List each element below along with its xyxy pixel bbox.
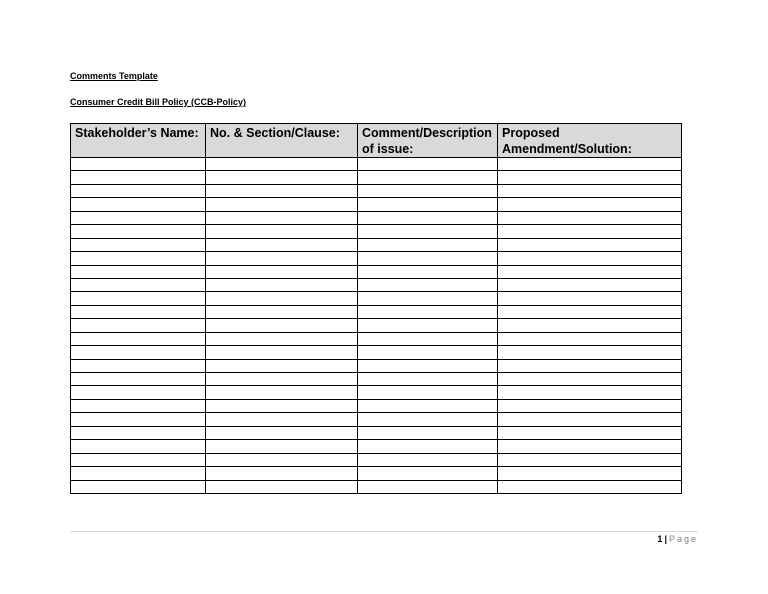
cell-section-clause[interactable] (206, 319, 358, 332)
cell-proposed-amendment[interactable] (498, 211, 682, 224)
cell-comment-description[interactable] (358, 278, 498, 291)
table-row (71, 359, 682, 372)
cell-stakeholder-name[interactable] (71, 184, 206, 197)
cell-stakeholder-name[interactable] (71, 426, 206, 439)
cell-stakeholder-name[interactable] (71, 278, 206, 291)
cell-section-clause[interactable] (206, 211, 358, 224)
cell-proposed-amendment[interactable] (498, 225, 682, 238)
table-body (71, 158, 682, 494)
cell-section-clause[interactable] (206, 332, 358, 345)
document-title: Comments Template (70, 71, 158, 81)
cell-section-clause[interactable] (206, 373, 358, 386)
cell-section-clause[interactable] (206, 413, 358, 426)
cell-section-clause[interactable] (206, 184, 358, 197)
cell-proposed-amendment[interactable] (498, 413, 682, 426)
cell-comment-description[interactable] (358, 332, 498, 345)
cell-stakeholder-name[interactable] (71, 440, 206, 453)
cell-stakeholder-name[interactable] (71, 359, 206, 372)
table-row (71, 373, 682, 386)
cell-section-clause[interactable] (206, 480, 358, 493)
cell-proposed-amendment[interactable] (498, 171, 682, 184)
table-row (71, 305, 682, 318)
page-footer (657, 534, 698, 545)
table-row (71, 252, 682, 265)
cell-comment-description[interactable] (358, 440, 498, 453)
table-row (71, 278, 682, 291)
cell-proposed-amendment[interactable] (498, 426, 682, 439)
table-row (71, 198, 682, 211)
table-row (71, 413, 682, 426)
cell-comment-description[interactable] (358, 453, 498, 466)
cell-proposed-amendment[interactable] (498, 386, 682, 399)
cell-stakeholder-name[interactable] (71, 453, 206, 466)
cell-stakeholder-name[interactable] (71, 386, 206, 399)
table-row (71, 386, 682, 399)
cell-proposed-amendment[interactable] (498, 359, 682, 372)
table-row (71, 211, 682, 224)
cell-proposed-amendment[interactable] (498, 278, 682, 291)
cell-section-clause[interactable] (206, 198, 358, 211)
cell-section-clause[interactable] (206, 399, 358, 412)
cell-proposed-amendment[interactable] (498, 332, 682, 345)
cell-section-clause[interactable] (206, 158, 358, 171)
cell-proposed-amendment[interactable] (498, 467, 682, 480)
footer-separator: | (664, 534, 667, 544)
table-row (71, 184, 682, 197)
comments-table (70, 123, 682, 494)
cell-comment-description[interactable] (358, 265, 498, 278)
cell-section-clause[interactable] (206, 225, 358, 238)
cell-proposed-amendment[interactable] (498, 319, 682, 332)
cell-proposed-amendment[interactable] (498, 184, 682, 197)
cell-comment-description[interactable] (358, 480, 498, 493)
cell-proposed-amendment[interactable] (498, 305, 682, 318)
cell-comment-description[interactable] (358, 305, 498, 318)
cell-stakeholder-name[interactable] (71, 373, 206, 386)
header-section-clause: No. & Section/Clause: (206, 124, 358, 158)
cell-stakeholder-name[interactable] (71, 305, 206, 318)
cell-stakeholder-name[interactable] (71, 346, 206, 359)
cell-section-clause[interactable] (206, 467, 358, 480)
cell-comment-description[interactable] (358, 386, 498, 399)
table-row (71, 346, 682, 359)
cell-stakeholder-name[interactable] (71, 198, 206, 211)
cell-proposed-amendment[interactable] (498, 373, 682, 386)
cell-comment-description[interactable] (358, 225, 498, 238)
cell-section-clause[interactable] (206, 426, 358, 439)
cell-section-clause[interactable] (206, 305, 358, 318)
cell-comment-description[interactable] (358, 158, 498, 171)
table-row (71, 440, 682, 453)
cell-section-clause[interactable] (206, 386, 358, 399)
cell-stakeholder-name[interactable] (71, 399, 206, 412)
cell-comment-description[interactable] (358, 373, 498, 386)
table-header-row (71, 124, 682, 158)
cell-stakeholder-name[interactable] (71, 171, 206, 184)
cell-section-clause[interactable] (206, 252, 358, 265)
cell-comment-description[interactable] (358, 346, 498, 359)
cell-stakeholder-name[interactable] (71, 467, 206, 480)
cell-comment-description[interactable] (358, 426, 498, 439)
cell-proposed-amendment[interactable] (498, 265, 682, 278)
cell-comment-description[interactable] (358, 211, 498, 224)
table-row (71, 453, 682, 466)
page-number: 1 (657, 534, 663, 544)
cell-stakeholder-name[interactable] (71, 211, 206, 224)
cell-section-clause[interactable] (206, 359, 358, 372)
cell-stakeholder-name[interactable] (71, 319, 206, 332)
cell-stakeholder-name[interactable] (71, 413, 206, 426)
cell-stakeholder-name[interactable] (71, 252, 206, 265)
cell-proposed-amendment[interactable] (498, 346, 682, 359)
document-subtitle: Consumer Credit Bill Policy (CCB-Policy) (70, 97, 247, 107)
cell-proposed-amendment[interactable] (498, 238, 682, 251)
cell-proposed-amendment[interactable] (498, 158, 682, 171)
cell-proposed-amendment[interactable] (498, 453, 682, 466)
cell-comment-description[interactable] (358, 184, 498, 197)
cell-proposed-amendment[interactable] (498, 252, 682, 265)
cell-comment-description[interactable] (358, 292, 498, 305)
cell-comment-description[interactable] (358, 399, 498, 412)
cell-section-clause[interactable] (206, 278, 358, 291)
cell-stakeholder-name[interactable] (71, 158, 206, 171)
cell-section-clause[interactable] (206, 453, 358, 466)
cell-proposed-amendment[interactable] (498, 480, 682, 493)
cell-comment-description[interactable] (358, 238, 498, 251)
header-proposed-amendment: Proposed Amendment/Solution: (498, 124, 682, 158)
header-comment-description: Comment/Description of issue: (358, 124, 498, 158)
table-row (71, 480, 682, 493)
cell-section-clause[interactable] (206, 265, 358, 278)
table-row (71, 426, 682, 439)
footer-divider (70, 531, 698, 532)
cell-stakeholder-name[interactable] (71, 238, 206, 251)
cell-section-clause[interactable] (206, 346, 358, 359)
table-row (71, 467, 682, 480)
cell-comment-description[interactable] (358, 467, 498, 480)
cell-proposed-amendment[interactable] (498, 440, 682, 453)
table-row (71, 238, 682, 251)
page-label: Page (668, 534, 698, 544)
cell-stakeholder-name[interactable] (71, 265, 206, 278)
cell-stakeholder-name[interactable] (71, 292, 206, 305)
cell-proposed-amendment[interactable] (498, 292, 682, 305)
cell-comment-description[interactable] (358, 319, 498, 332)
table-row (71, 265, 682, 278)
cell-proposed-amendment[interactable] (498, 198, 682, 211)
cell-comment-description[interactable] (358, 359, 498, 372)
cell-section-clause[interactable] (206, 238, 358, 251)
table-row (71, 319, 682, 332)
cell-section-clause[interactable] (206, 440, 358, 453)
cell-proposed-amendment[interactable] (498, 399, 682, 412)
cell-comment-description[interactable] (358, 171, 498, 184)
cell-section-clause[interactable] (206, 292, 358, 305)
cell-section-clause[interactable] (206, 171, 358, 184)
table-row (71, 399, 682, 412)
table-row (71, 225, 682, 238)
cell-comment-description[interactable] (358, 198, 498, 211)
table-row (71, 292, 682, 305)
cell-stakeholder-name[interactable] (71, 480, 206, 493)
table-row (71, 171, 682, 184)
table-row (71, 158, 682, 171)
table-row (71, 332, 682, 345)
cell-stakeholder-name[interactable] (71, 332, 206, 345)
header-stakeholder-name: Stakeholder’s Name: (71, 124, 206, 158)
cell-comment-description[interactable] (358, 252, 498, 265)
cell-stakeholder-name[interactable] (71, 225, 206, 238)
cell-comment-description[interactable] (358, 413, 498, 426)
